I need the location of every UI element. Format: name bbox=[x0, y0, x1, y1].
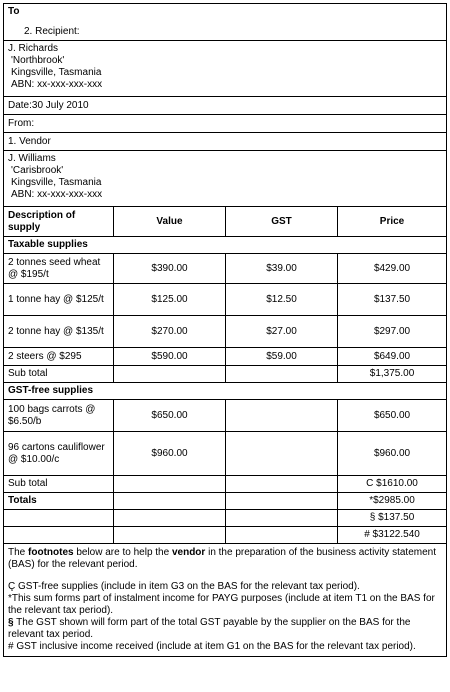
gst-free-subtotal-row bbox=[4, 476, 447, 493]
header-gst: GST bbox=[226, 207, 338, 237]
row-description: 2 steers @ $295 bbox=[4, 348, 114, 366]
subtotal-price: C $1610.00 bbox=[338, 476, 447, 493]
to-label: To bbox=[8, 6, 20, 17]
row-description: 96 cartons cauliflower @ $10.00/c bbox=[4, 432, 114, 476]
header-description: Description of supply bbox=[4, 207, 114, 237]
recipient-abn: ABN: xx-xxx-xxx-xxx bbox=[11, 79, 103, 90]
vendor-name: J. Williams bbox=[8, 153, 56, 164]
row-gst: $27.00 bbox=[226, 316, 338, 348]
row-value: $590.00 bbox=[114, 348, 226, 366]
footnote-gst-inclusive: # GST inclusive income received (include at item G1 on the BAS for the relevant tax period). bbox=[8, 641, 416, 652]
row-value: $390.00 bbox=[114, 254, 226, 284]
vendor-abn: ABN: xx-xxx-xxx-xxx bbox=[11, 189, 103, 200]
totals-value-3: # $3122.540 bbox=[338, 527, 447, 544]
footnotes-intro: The footnotes below are to help the vendor in the preparation of the business activity statement (BAS) for the relevant period. bbox=[8, 547, 436, 570]
from-label: From: bbox=[4, 115, 447, 133]
row-description: 100 bags carrots @ $6.50/b bbox=[4, 400, 114, 432]
row-value: $650.00 bbox=[114, 400, 226, 432]
recipient-name: J. Richards bbox=[8, 43, 59, 54]
row-description: 2 tonne hay @ $135/t bbox=[4, 316, 114, 348]
gst-free-supplies-heading: GST-free supplies bbox=[4, 383, 447, 400]
vendor-heading: 1. Vendor bbox=[4, 133, 447, 151]
recipient-address bbox=[4, 41, 447, 97]
totals-value-1: *$2985.00 bbox=[338, 493, 447, 510]
row-price: $137.50 bbox=[338, 284, 447, 316]
header-value: Value bbox=[114, 207, 226, 237]
row-gst: $39.00 bbox=[226, 254, 338, 284]
table-row bbox=[4, 254, 447, 284]
table-row bbox=[4, 400, 447, 432]
totals-value-2: § $137.50 bbox=[338, 510, 447, 527]
vendor-address bbox=[4, 151, 447, 207]
row-price: $960.00 bbox=[338, 432, 447, 476]
table-row bbox=[4, 316, 447, 348]
row-value: $270.00 bbox=[114, 316, 226, 348]
table-row bbox=[4, 284, 447, 316]
row-description: 2 tonnes seed wheat @ $195/t bbox=[4, 254, 114, 284]
row-price: $649.00 bbox=[338, 348, 447, 366]
row-price: $650.00 bbox=[338, 400, 447, 432]
recipient-property: 'Northbrook' bbox=[11, 55, 65, 66]
totals-row bbox=[4, 510, 447, 527]
taxable-supplies-heading: Taxable supplies bbox=[4, 237, 447, 254]
recipient-heading: 2. Recipient: bbox=[24, 26, 80, 37]
invoice-table bbox=[3, 3, 447, 657]
tax-invoice-document bbox=[3, 3, 446, 657]
totals-row bbox=[4, 493, 447, 510]
taxable-subtotal-row bbox=[4, 366, 447, 383]
totals-label: Totals bbox=[4, 493, 114, 510]
date-cell: Date:30 July 2010 bbox=[4, 97, 447, 115]
recipient-locality: Kingsville, Tasmania bbox=[11, 67, 102, 78]
subtotal-label: Sub total bbox=[4, 476, 114, 493]
row-value: $125.00 bbox=[114, 284, 226, 316]
header-price: Price bbox=[338, 207, 447, 237]
row-price: $297.00 bbox=[338, 316, 447, 348]
table-row bbox=[4, 432, 447, 476]
totals-row bbox=[4, 527, 447, 544]
row-gst: $59.00 bbox=[226, 348, 338, 366]
subtotal-label: Sub total bbox=[4, 366, 114, 383]
footnote-payg: *This sum forms part of instalment income for PAYG purposes (include at item T1 on the BAS for the relevant tax period). bbox=[8, 593, 435, 616]
recipient-header-cell bbox=[4, 4, 447, 41]
row-description: 1 tonne hay @ $125/t bbox=[4, 284, 114, 316]
table-row bbox=[4, 348, 447, 366]
row-price: $429.00 bbox=[338, 254, 447, 284]
footnotes-cell bbox=[4, 544, 447, 657]
footnote-gst-payable: § The GST shown will form part of the total GST payable by the supplier on the BAS for the relevant tax period. bbox=[8, 617, 411, 640]
footnote-gst-free: Ç GST-free supplies (include in item G3 on the BAS for the relevant tax period). bbox=[8, 581, 360, 592]
vendor-property: 'Carisbrook' bbox=[11, 165, 64, 176]
row-value: $960.00 bbox=[114, 432, 226, 476]
row-gst: $12.50 bbox=[226, 284, 338, 316]
vendor-locality: Kingsville, Tasmania bbox=[11, 177, 102, 188]
subtotal-price: $1,375.00 bbox=[338, 366, 447, 383]
